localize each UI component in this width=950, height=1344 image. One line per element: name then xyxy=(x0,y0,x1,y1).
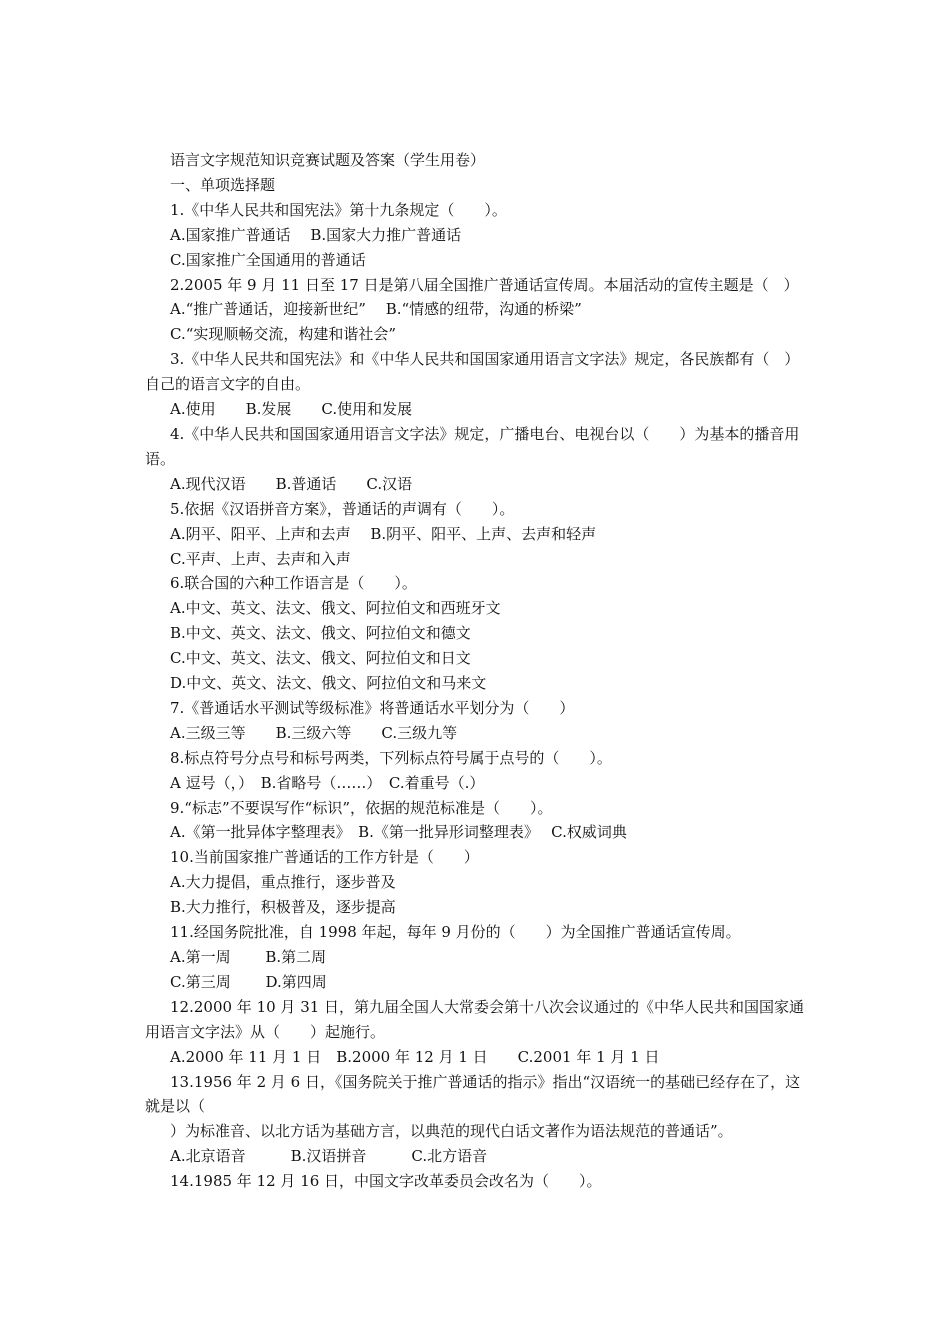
question-line: A.大力提倡，重点推行，逐步普及 xyxy=(170,873,396,892)
question-line: 2.2005 年 9 月 11 日至 17 日是第八届全国推广普通话宣传周。本届活动的宣传主题是（ ） xyxy=(170,275,799,294)
question-line: 11.经国务院批准，自 1998 年起，每年 9 月份的（ ）为全国推广普通话宣传周。 xyxy=(170,923,741,942)
question-line: A.第一周 B.第二周 xyxy=(170,948,327,966)
question-line: 8.标点符号分点号和标号两类，下列标点符号属于点号的（ ）。 xyxy=(170,748,612,767)
question-line: 6.联合国的六种工作语言是（ ）。 xyxy=(170,574,417,593)
question-line: C.平声、上声、去声和入声 xyxy=(170,549,351,568)
question-line: 5.依据《汉语拼音方案》，普通话的声调有（ ）。 xyxy=(170,499,515,518)
question-line: A.三级三等 B.三级六等 C.三级九等 xyxy=(170,723,458,742)
question-line: 12.2000 年 10 月 31 日，第九届全国人大常委会第十八次会议通过的《中华人民共和国国家通用语言文字法》从（ ）起施行。 xyxy=(145,997,805,1041)
question-line: A.北京语音 B.汉语拼音 C.北方语音 xyxy=(170,1147,488,1166)
question-line: A.中文、英文、法文、俄文、阿拉伯文和西班牙文 xyxy=(170,599,501,618)
question-line: A.使用 B.发展 C.使用和发展 xyxy=(170,400,413,419)
question-line: B.大力推行，积极普及，逐步提高 xyxy=(170,898,396,917)
question-line: ）为标准音、以北方话为基础方言，以典范的现代白话文著作为语法规范的普通话”。 xyxy=(170,1122,733,1141)
question-list xyxy=(145,198,810,1194)
question-line: A 逗号（，） B.省略号（……） C.着重号（.） xyxy=(170,773,485,792)
question-line: 1.《中华人民共和国宪法》第十九条规定（ ）。 xyxy=(170,200,507,219)
question-line: C.中文、英文、法文、俄文、阿拉伯文和日文 xyxy=(170,649,471,668)
question-line: 4.《中华人民共和国国家通用语言文字法》规定，广播电台、电视台以（ ）为基本的播音用语。 xyxy=(145,424,800,468)
document-page xyxy=(145,148,810,1194)
section-heading: 一、单项选择题 xyxy=(170,175,276,194)
question-line: 9.“标志”不要误写作“标识”，依据的规范标准是（ ）。 xyxy=(170,798,553,817)
question-line: B.中文、英文、法文、俄文、阿拉伯文和德文 xyxy=(170,624,471,643)
question-line: A.2000 年 11 月 1 日 B.2000 年 12 月 1 日 C.2001 年 1 月 1 日 xyxy=(170,1047,660,1066)
question-line: A.现代汉语 B.普通话 C.汉语 xyxy=(170,474,413,493)
question-line: D.中文、英文、法文、俄文、阿拉伯文和马来文 xyxy=(170,674,487,693)
question-line: A.“推广普通话，迎接新世纪” B.“情感的纽带，沟通的桥梁” xyxy=(170,300,582,319)
document-title: 语言文字规范知识竞赛试题及答案（学生用卷） xyxy=(170,151,486,169)
question-line: C.国家推广全国通用的普通话 xyxy=(170,250,366,269)
question-line: 3.《中华人民共和国宪法》和《中华人民共和国国家通用语言文字法》规定，各民族都有（ ）自己的语言文字的自由。 xyxy=(145,350,800,394)
question-line: C.第三周 D.第四周 xyxy=(170,972,327,991)
question-line: A.《第一批异体字整理表》 B.《第一批异形词整理表》 C.权威词典 xyxy=(170,823,627,842)
question-line: A.国家推广普通话 B.国家大力推广普通话 xyxy=(170,225,462,244)
question-line: 14.1985 年 12 月 16 日，中国文字改革委员会改名为（ ）。 xyxy=(170,1172,602,1191)
question-line: 7.《普通话水平测试等级标准》将普通话水平划分为（ ） xyxy=(170,698,575,717)
question-line: 13.1956 年 2 月 6 日，《国务院关于推广普通话的指示》指出“汉语统一的基础已经存在了，这就是以（ xyxy=(145,1072,801,1116)
question-line: A.阴平、阳平、上声和去声 B.阴平、阳平、上声、去声和轻声 xyxy=(170,524,597,543)
question-line: 10.当前国家推广普通话的工作方针是（ ） xyxy=(170,848,479,867)
question-line: C.“实现顺畅交流，构建和谐社会” xyxy=(170,325,397,344)
